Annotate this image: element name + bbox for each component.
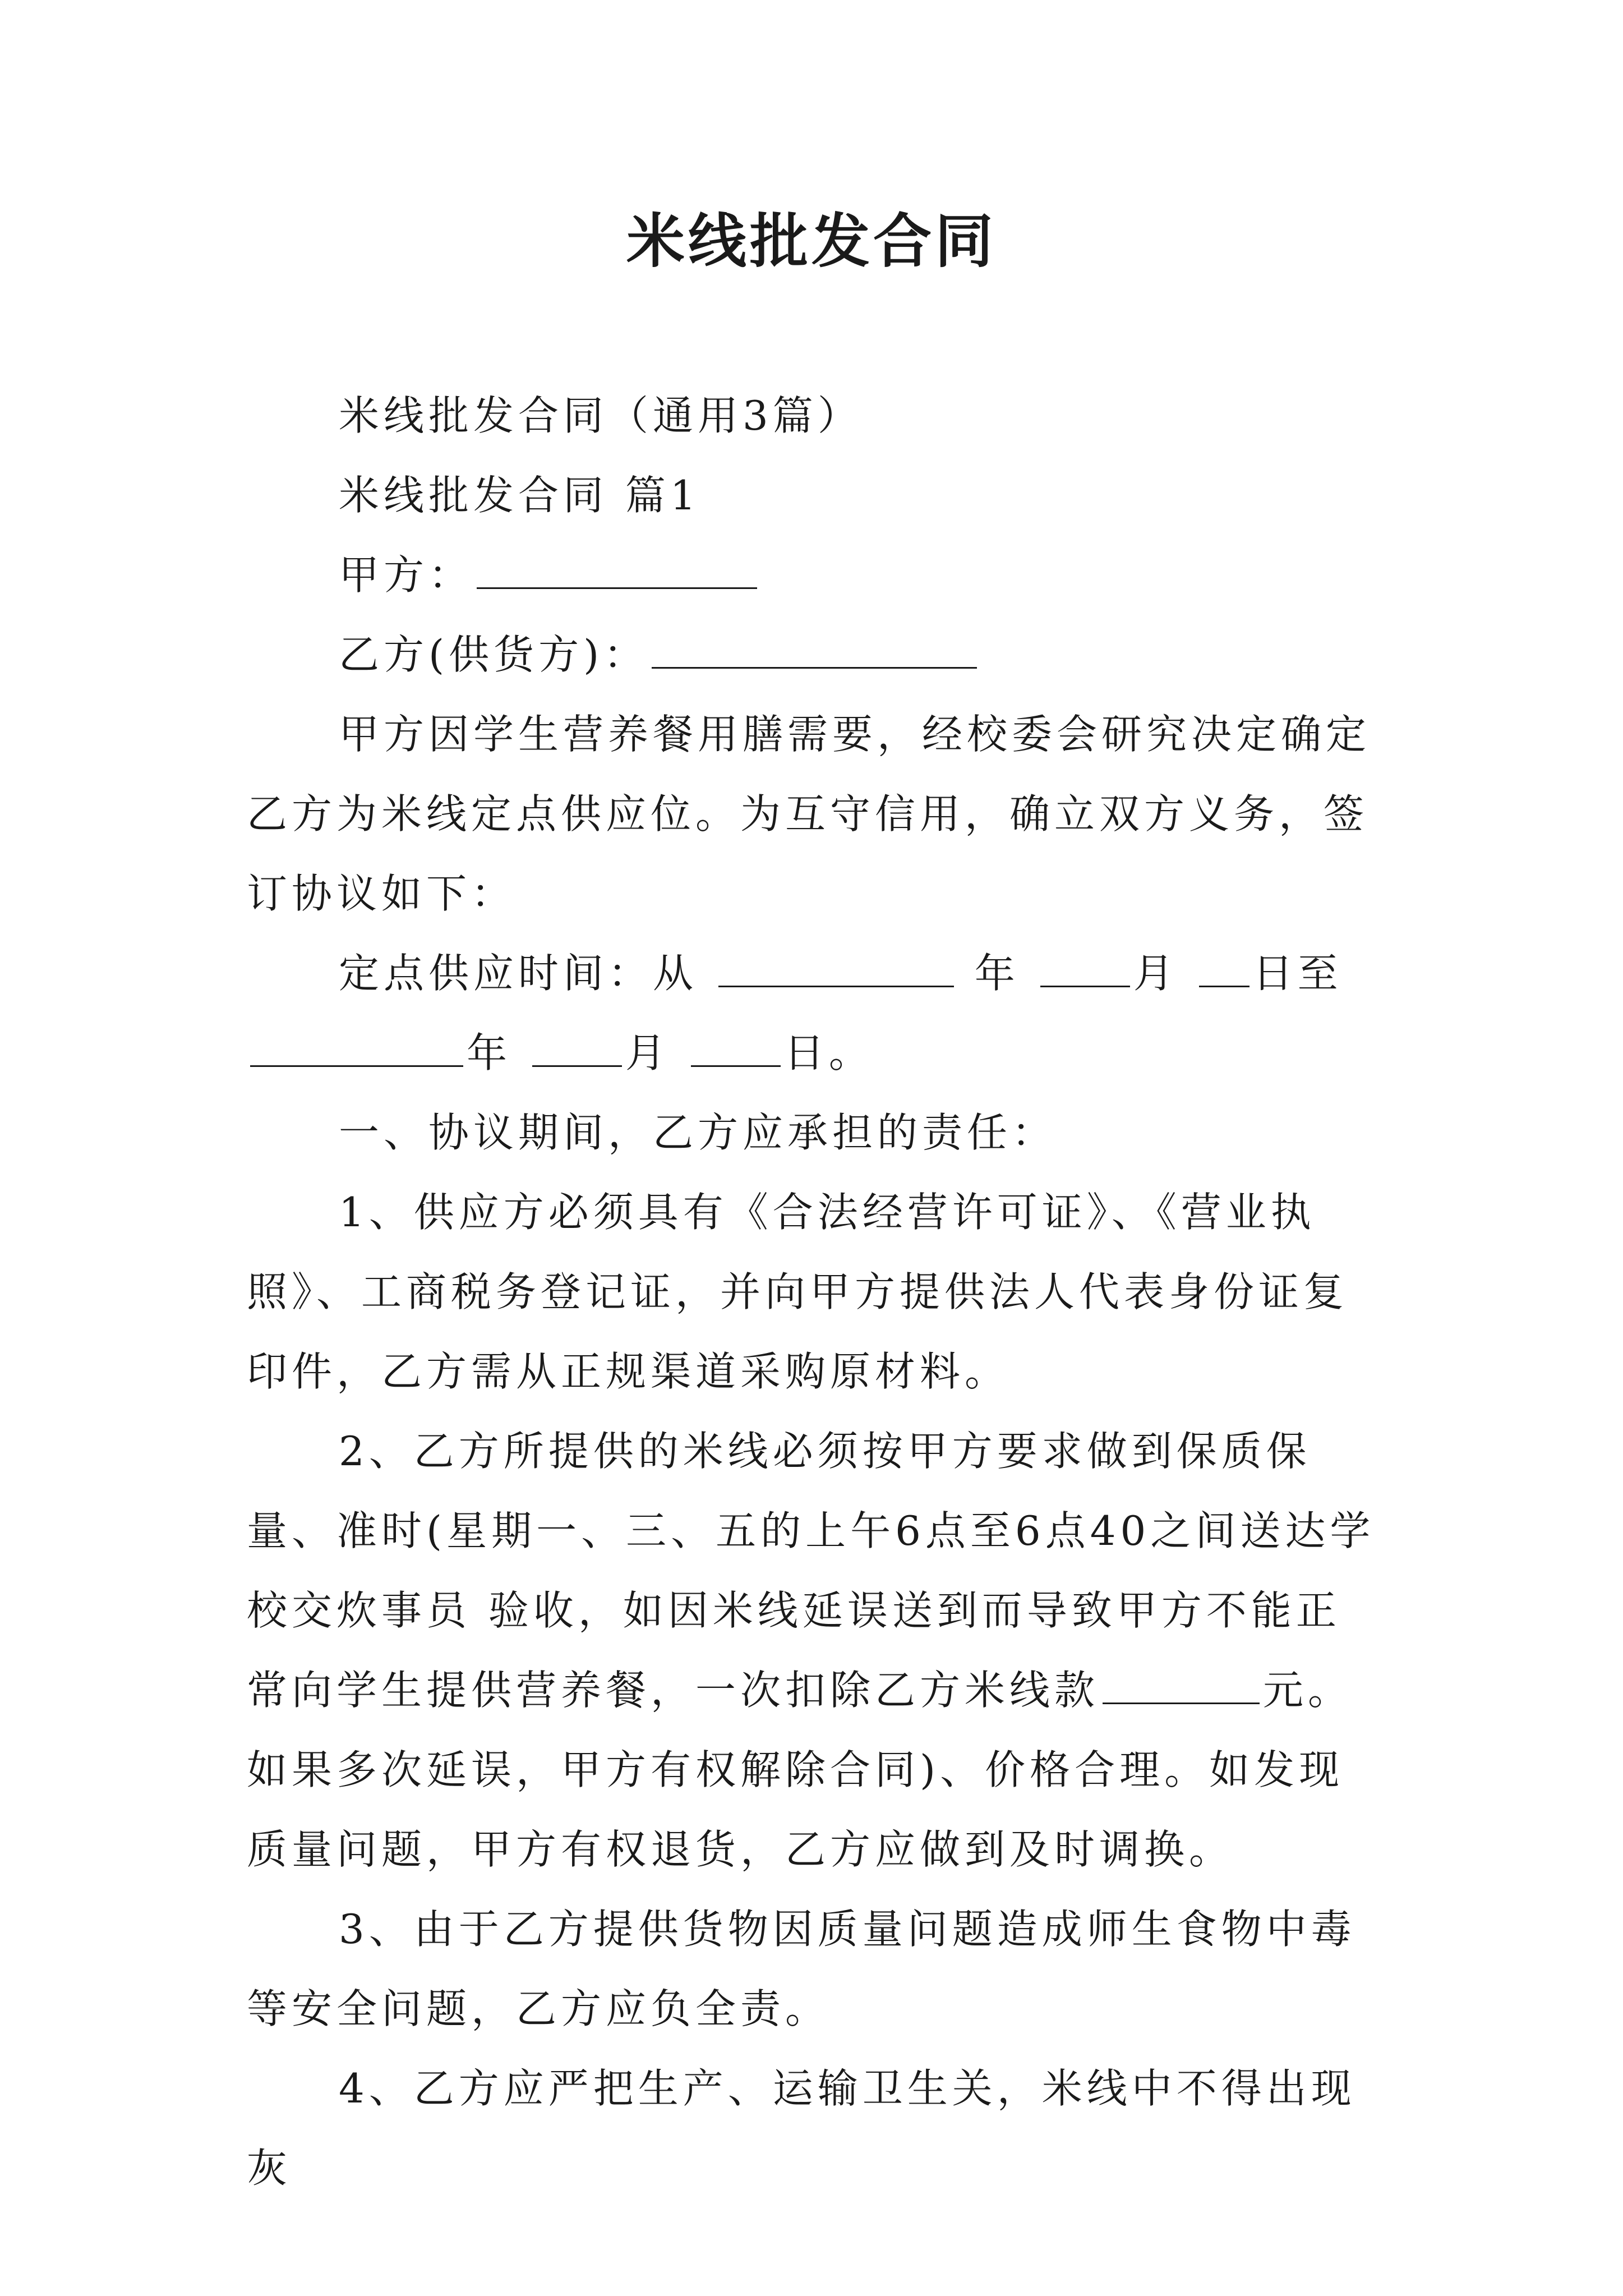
section-one-heading: 一、协议期间，乙方应承担的责任： xyxy=(339,1109,1057,1156)
clause-2 xyxy=(247,1411,1380,1889)
clause-2-part1: 2、乙方所提供的米线必须按甲方要求做到保质保量、准时(星期一、三、五的上午6点至6点40之间送达学校交炊事员 验收，如因米线延误送到而导致甲方不能正常向学生提供营养餐，一次扣除乙方米线款 xyxy=(247,1428,1375,1714)
start-year-blank xyxy=(718,953,954,987)
heading-general: 米线批发合同（通用3篇） xyxy=(339,392,863,439)
end-month-blank xyxy=(532,1033,622,1067)
start-year-label: 年 xyxy=(974,950,1020,997)
party-a-blank xyxy=(477,555,757,589)
deduction-amount-blank xyxy=(1103,1670,1260,1704)
start-day-blank xyxy=(1199,953,1249,987)
end-year-label: 年 xyxy=(467,1029,512,1076)
end-day-blank xyxy=(691,1033,781,1067)
party-b-blank xyxy=(652,634,977,669)
party-a-line xyxy=(339,535,1380,615)
party-a-label: 甲方： xyxy=(339,551,474,599)
intro-paragraph: 甲方因学生营养餐用膳需要，经校委会研究决定确定乙方为米线定点供应位。为互守信用，确立双方义务，签订协议如下： xyxy=(247,711,1371,917)
end-month-label: 月 xyxy=(625,1029,670,1076)
clause-3: 3、由于乙方提供货物因质量问题造成师生食物中毒等安全问题，乙方应负全责。 xyxy=(247,1906,1356,2032)
supply-time-prefix: 定点供应时间：从 xyxy=(339,950,698,997)
document-body xyxy=(247,376,1380,2208)
start-day-label: 日至 xyxy=(1252,950,1343,997)
supply-time-paragraph xyxy=(247,933,1380,1093)
heading-part: 米线批发合同 篇1 xyxy=(339,472,700,519)
clause-4: 4、乙方应严把生产、运输卫生关，米线中不得出现灰 xyxy=(247,2065,1356,2192)
clause-2-part2: 元。如果多次延误，甲方有权解除合同)、价格合理。如发现质量问题，甲方有权退货，乙方应做到及时调换。 xyxy=(247,1667,1353,1873)
party-b-label: 乙方(供货方)： xyxy=(339,631,649,678)
start-month-blank xyxy=(1040,953,1130,987)
party-b-line xyxy=(339,615,1380,694)
clause-1: 1、供应方必须具有《合法经营许可证》、《营业执照》、工商税务登记证，并向甲方提供法人代表身份证复印件，乙方需从正规渠道采购原材料。 xyxy=(247,1189,1349,1395)
end-year-blank xyxy=(250,1033,463,1067)
start-month-label: 月 xyxy=(1133,950,1178,997)
end-day-label: 日。 xyxy=(783,1029,874,1076)
document-title: 米线批发合同 xyxy=(626,206,997,275)
